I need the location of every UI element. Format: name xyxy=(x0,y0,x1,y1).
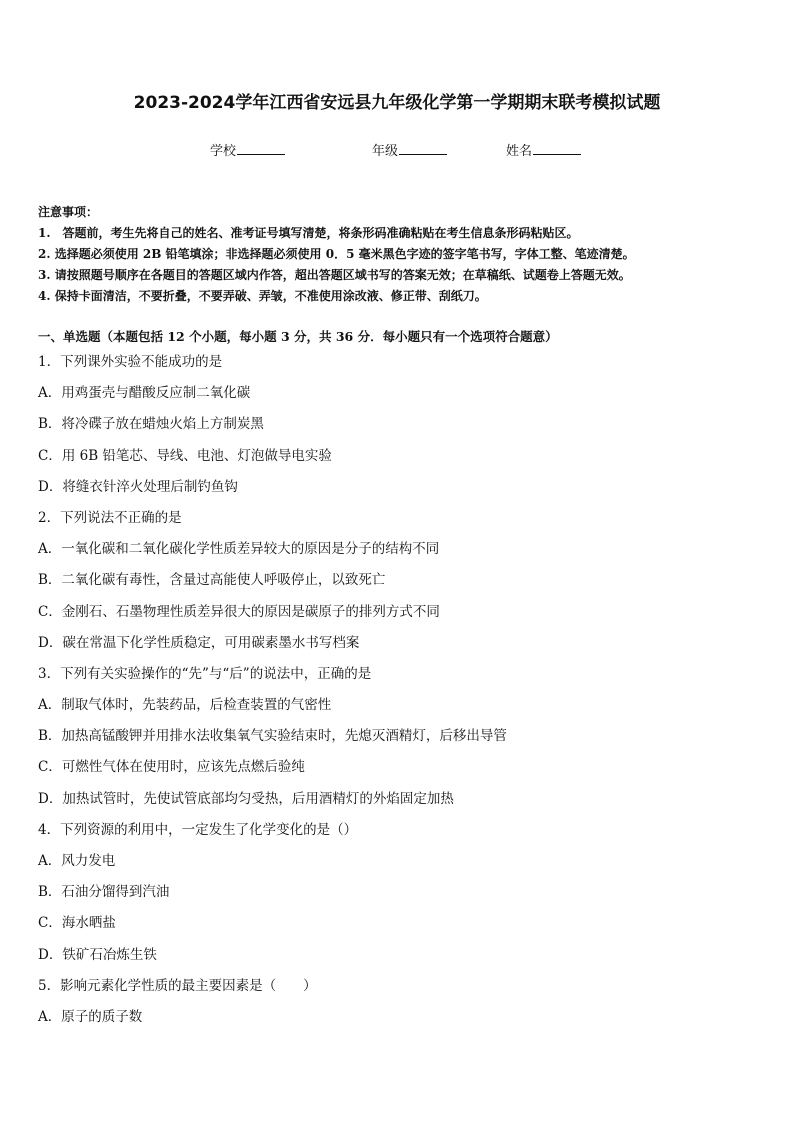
answer-option: D．将缝衣针淬火处理后制钓鱼钩 xyxy=(38,478,238,495)
note-item: 3. 请按照题号顺序在各题目的答题区域内作答，超出答题区域书写的答案无效；在草稿纸、试题卷上答题无效。 xyxy=(38,268,631,282)
name-blank xyxy=(533,141,581,155)
answer-option: D．碳在常温下化学性质稳定，可用碳素墨水书写档案 xyxy=(38,634,360,651)
question-list xyxy=(38,351,768,1037)
school-field xyxy=(210,140,285,159)
answer-option: A．风力发电 xyxy=(38,853,116,869)
answer-option: A．制取气体时，先装药品，后检查装置的气密性 xyxy=(38,697,332,714)
answer-option: B．石油分馏得到汽油 xyxy=(38,884,170,901)
answer-option: B．二氧化碳有毒性，含量过高能使人呼吸停止，以致死亡 xyxy=(38,572,386,589)
question-stem: 2．下列说法不正确的是 xyxy=(38,509,182,526)
question-stem: 3．下列有关实验操作的“先”与“后”的说法中，正确的是 xyxy=(38,665,372,682)
answer-option: C．可燃性气体在使用时，应该先点燃后验纯 xyxy=(38,759,305,776)
answer-option: C．金刚石、石墨物理性质差异很大的原因是碳原子的排列方式不同 xyxy=(38,603,440,620)
exam-notes xyxy=(38,202,768,307)
student-info-fields xyxy=(0,140,794,160)
school-label: 学校 xyxy=(210,144,237,159)
note-item: 2. 选择题必须使用 2B 铅笔填涂；非选择题必须使用 0．5 毫米黑色字迹的签字笔书写，字体工整、笔迹清楚。 xyxy=(38,247,635,261)
answer-option: B．加热高锰酸钾并用排水法收集氧气实验结束时，先熄灭酒精灯，后移出导管 xyxy=(38,728,507,745)
answer-option: B．将冷碟子放在蜡烛火焰上方制炭黑 xyxy=(38,416,264,433)
question-stem: 5．影响元素化学性质的最主要因素是（ ） xyxy=(38,977,317,994)
answer-option: C．海水晒盐 xyxy=(38,915,116,932)
answer-option: D．加热试管时，先使试管底部均匀受热，后用酒精灯的外焰固定加热 xyxy=(38,790,454,807)
exam-title: 2023-2024学年江西省安远县九年级化学第一学期期末联考模拟试题 xyxy=(133,93,661,113)
question-stem: 1．下列课外实验不能成功的是 xyxy=(38,354,223,370)
note-item: 4. 保持卡面清洁，不要折叠，不要弄破、弄皱，不准使用涂改液、修正带、刮纸刀。 xyxy=(38,289,487,303)
answer-option: A．一氧化碳和二氧化碳化学性质差异较大的原因是分子的结构不同 xyxy=(38,541,440,558)
grade-blank xyxy=(399,141,447,155)
answer-option: D．铁矿石冶炼生铁 xyxy=(38,946,157,963)
answer-option: A．用鸡蛋壳与醋酸反应制二氧化碳 xyxy=(38,385,251,402)
grade-label: 年级 xyxy=(372,144,399,159)
school-blank xyxy=(237,141,285,155)
grade-field xyxy=(372,140,447,159)
answer-option: A．原子的质子数 xyxy=(38,1008,143,1025)
answer-option: C．用 6B 铅笔芯、导线、电池、灯泡做导电实验 xyxy=(38,447,332,464)
note-item: 1. 答题前，考生先将自己的姓名、准考证号填写清楚，将条形码准确粘贴在考生信息条形码粘贴区。 xyxy=(38,226,579,240)
name-field xyxy=(506,140,581,159)
notes-heading: 注意事项： xyxy=(38,205,99,219)
section-title: 一、单选题（本题包括 12 个小题，每小题 3 分，共 36 分．每小题只有一个选项符合题意） xyxy=(38,329,558,344)
question-stem: 4．下列资源的利用中，一定发生了化学变化的是（） xyxy=(38,821,358,838)
name-label: 姓名 xyxy=(506,144,533,159)
